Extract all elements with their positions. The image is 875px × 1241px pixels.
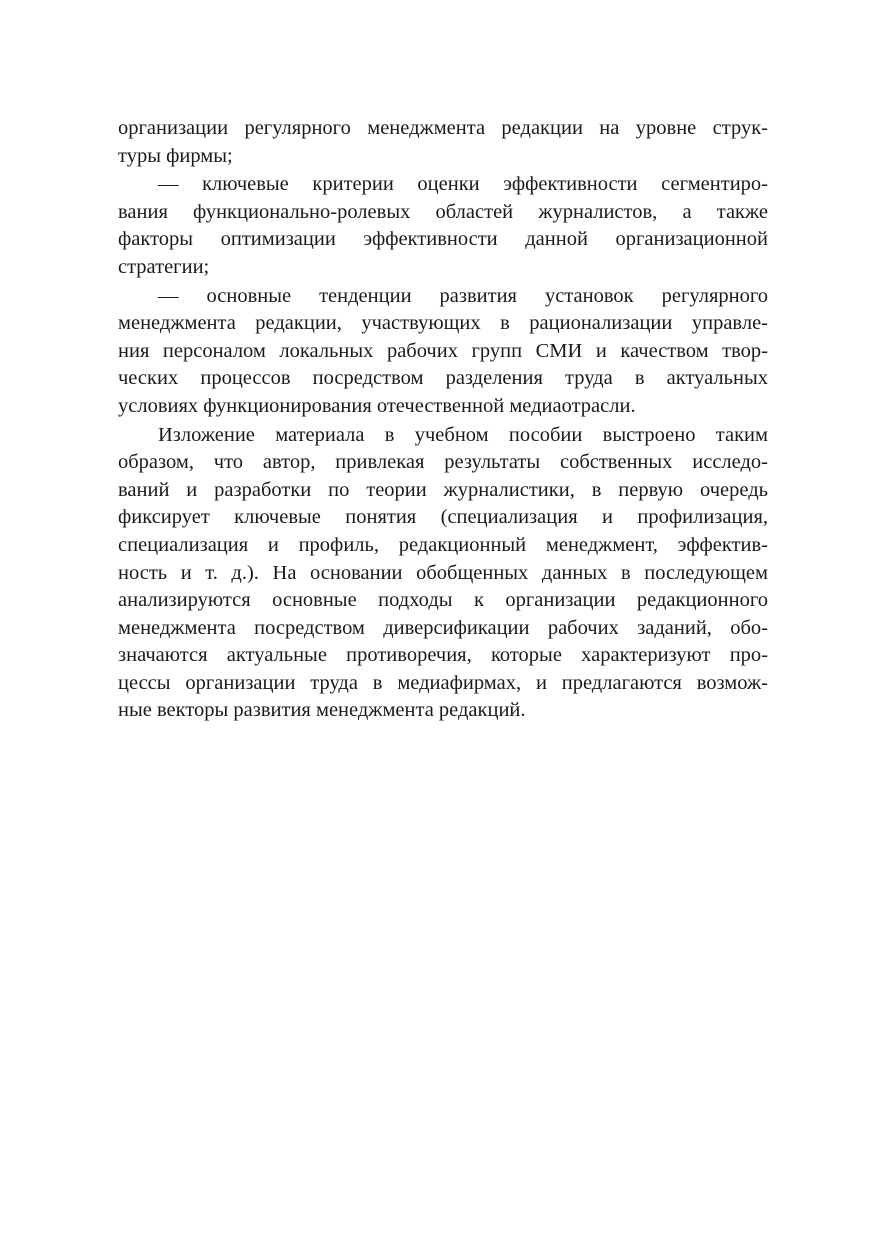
text-line: — ключевые критерии оценки эффективности сегментиро-: [158, 173, 768, 196]
text-line: ные векторы развития менеджмента редакций.: [118, 699, 526, 722]
text-line: ния персоналом локальных рабочих групп СМИ и качеством твор-: [118, 339, 768, 362]
text-line: специализация и профиль, редакционный менеджмент, эффектив-: [118, 533, 768, 556]
text-line: менеджмента посредством диверсификации рабочих заданий, обо-: [118, 616, 768, 639]
text-line: — основные тенденции развития установок регулярного: [158, 284, 768, 307]
text-line: условиях функционирования отечественной медиаотрасли.: [118, 394, 636, 417]
text-line: ческих процессов посредством разделения труда в актуальных: [118, 367, 768, 390]
text-line: туры фирмы;: [118, 144, 233, 167]
text-line: образом, что автор, привлекая результаты собственных исследо-: [118, 451, 768, 474]
text-line: менеджмента редакции, участвующих в рационализации управле-: [118, 312, 768, 335]
text-line: факторы оптимизации эффективности данной организационной: [118, 228, 768, 251]
text-line: фиксирует ключевые понятия (специализация и профилизация,: [118, 506, 768, 529]
paragraph-list-item-trends: [118, 283, 768, 421]
text-line: цессы организации труда в медиафирмах, и предлагаются возмож-: [118, 671, 768, 694]
paragraph-intro-continuation: [118, 115, 768, 170]
paragraph-material-overview: [118, 422, 768, 726]
text-line: анализируются основные подходы к организации редакционного: [118, 589, 768, 612]
text-line: вания функционально-ролевых областей журналистов, а также: [118, 200, 768, 223]
text-line: организации регулярного менеджмента редакции на уровне струк-: [118, 117, 768, 139]
text-line: ность и т. д.). На основании обобщенных данных в последующем: [118, 561, 768, 584]
text-line: ваний и разработки по теории журналистики, в первую очередь: [118, 478, 768, 501]
paragraph-list-item-criteria: [118, 171, 768, 281]
text-line: стратегии;: [118, 255, 210, 278]
text-line: значаются актуальные противоречия, которые характеризуют про-: [118, 644, 768, 667]
document-page: [118, 115, 768, 726]
text-line: Изложение материала в учебном пособии выстроено таким: [158, 423, 768, 446]
